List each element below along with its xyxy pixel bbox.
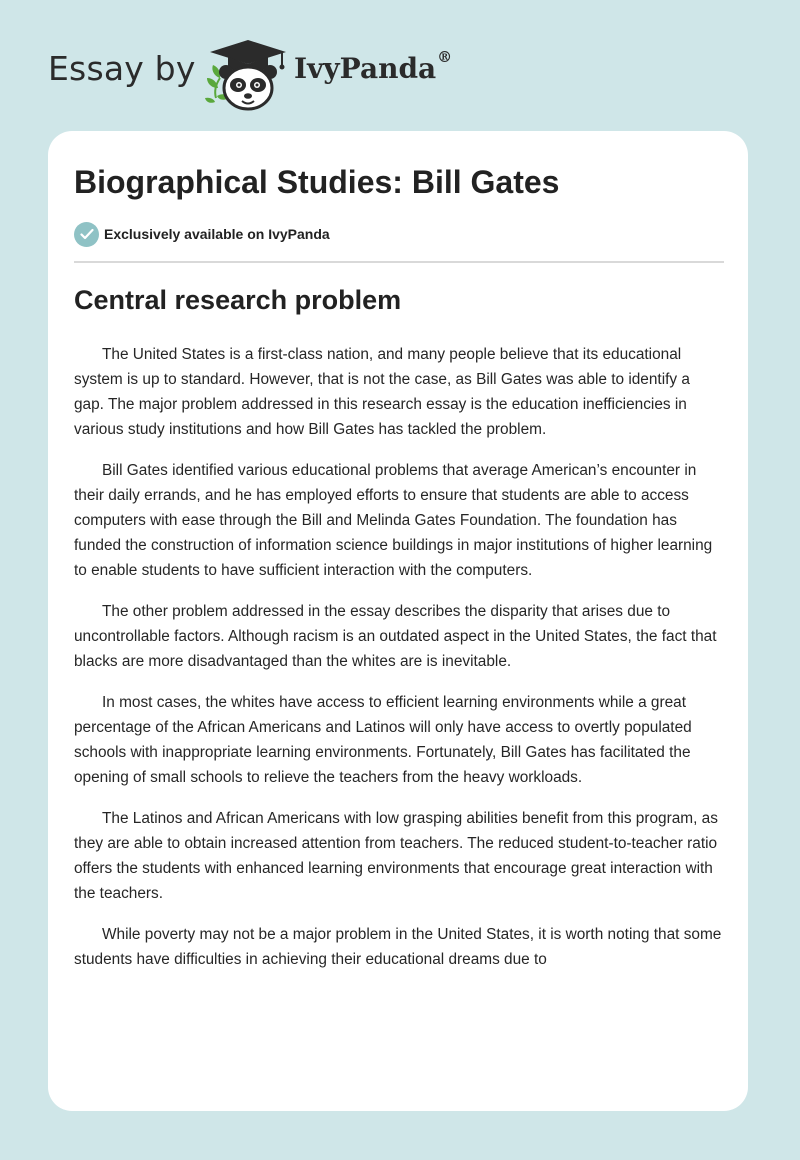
paragraph: While poverty may not be a major problem in the United States, it is worth noting that some students have difficulties in achieving their educational dreams due to — [74, 926, 722, 968]
brand-name-text: IvyPanda — [294, 52, 437, 85]
essay-card — [48, 131, 748, 1111]
exclusive-badge — [74, 221, 330, 247]
paragraph: Bill Gates identified various educational problems that average American’s encounter in their daily errands, and he has employed efforts to ensure that students are able to access computers with ease through the Bill and Melinda Gates Foundation. The foundation has funded the construction of information science buildings in major institutions of higher learning to enable students to have sufficient interaction with the computers. — [74, 462, 713, 579]
paragraph: The Latinos and African Americans with low grasping abilities benefit from this program, as they are able to obtain increased attention from teachers. The reduced student-to-teacher ratio offers the students with enhanced learning environments that encourage great interaction with the teachers. — [74, 810, 718, 902]
brand-name — [294, 48, 453, 85]
title-divider — [74, 261, 724, 263]
registered-mark: ® — [437, 48, 453, 66]
check-circle-icon — [74, 222, 99, 247]
essay-by-label: Essay by — [48, 49, 196, 88]
ivypanda-logo-icon[interactable] — [202, 36, 294, 112]
site-header — [48, 36, 752, 112]
paragraph: In most cases, the whites have access to efficient learning environments while a great percentage of the African Americans and Latinos will only have access to overtly populated schools with inappropriate learning environments. Fortunately, Bill Gates has facilitated the opening of small schools to relieve the teachers from the heavy workloads. — [74, 694, 692, 786]
exclusive-badge-text: Exclusively available on IvyPanda — [104, 226, 330, 242]
essay-body — [74, 342, 724, 988]
paragraph: The other problem addressed in the essay describes the disparity that arises due to uncontrollable factors. Although racism is an outdated aspect in the United States, the fact that blacks are more disadvantaged than the whites are is inevitable. — [74, 603, 717, 670]
essay-title: Biographical Studies: Bill Gates — [74, 164, 560, 200]
section-heading: Central research problem — [74, 285, 402, 315]
paragraph: The United States is a first-class nation, and many people believe that its educational system is up to standard. However, that is not the case, as Bill Gates was able to identify a gap. The major problem addressed in this research essay is the education inefficiencies in various study institutions and how Bill Gates has tackled the problem. — [74, 346, 690, 438]
